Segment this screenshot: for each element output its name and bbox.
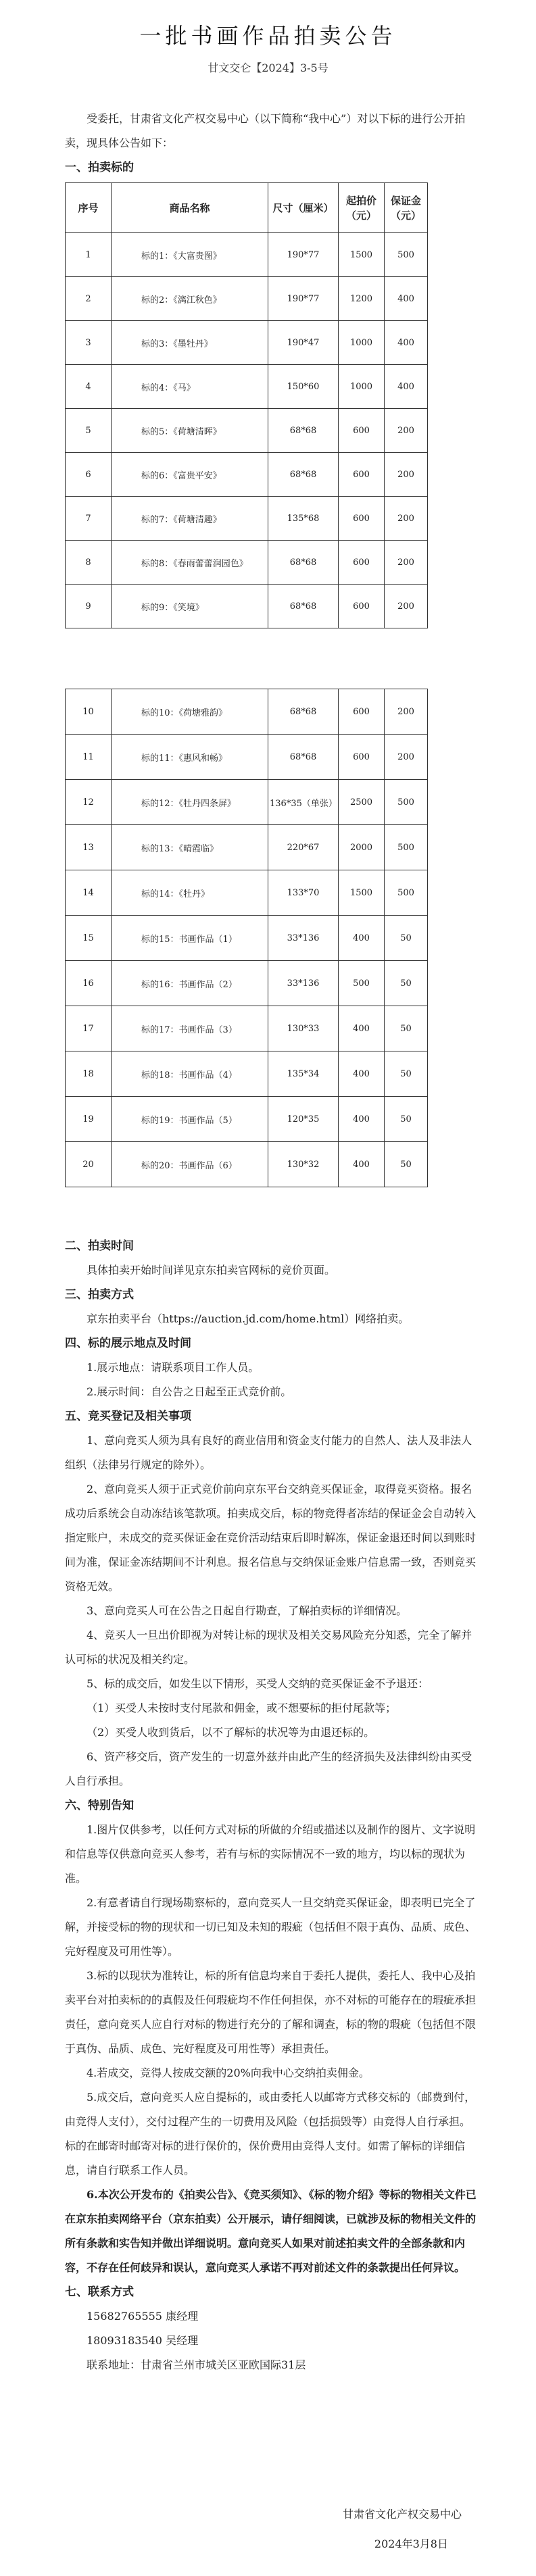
notice-item-1: 1.图片仅供参考，以任何方式对标的所做的介绍或描述以及制作的图片、文字说明和信息等仅供意向竞买人参考，若有与标的实际情况不一致的地方，均以标的现状为准。: [65, 1823, 476, 1885]
lot-number: 16: [66, 961, 112, 1006]
intro-text: 受委托，甘肃省文化产权交易中心（以下简称“我中心”）对以下标的进行公开拍卖，现具体公告如下：: [65, 112, 466, 149]
lot-size: 68*68: [268, 585, 339, 628]
lot-name: 标的1：《大富贵图》: [112, 233, 268, 277]
lots-table-part2: [65, 689, 428, 1187]
lot-size: 136*35（单张）: [268, 780, 339, 825]
lot-name: 标的2：《漓江秋色》: [112, 277, 268, 321]
lot-deposit: 200: [385, 735, 428, 780]
section-title-notice: 六、特别告知: [65, 1799, 134, 1812]
table-row: [66, 961, 428, 1006]
lot-size: 190*77: [268, 277, 339, 321]
header-start: 起拍价（元）: [339, 183, 385, 233]
lot-number: 19: [66, 1097, 112, 1142]
table-row: [66, 541, 428, 585]
section-title-lots: 一、拍卖标的: [65, 161, 134, 174]
header-deposit: 保证金（元）: [385, 183, 428, 233]
lot-start-price: 600: [339, 735, 385, 780]
lot-name: 标的14：《牡丹》: [112, 870, 268, 916]
lot-size: 190*47: [268, 321, 339, 365]
lot-name: 标的5：《荷塘清晖》: [112, 409, 268, 453]
notice-item-5: 5.成交后，意向竞买人应自提标的，或由委托人以邮寄方式移交标的（邮费到付，由竞得人支付），交付过程产生的一切费用及风险（包括损毁等）由竞得人自行承担。标的在邮寄时邮寄对标的进行保价的，保价费用由竞得人支付。如需了解标的详细信息，请自行联系工作人员。: [65, 2091, 476, 2177]
lot-size: 68*68: [268, 689, 339, 735]
table-row: [66, 365, 428, 409]
lot-deposit: 200: [385, 541, 428, 585]
lot-size: 220*67: [268, 825, 339, 870]
header-size: 尺寸（厘米）: [268, 183, 339, 233]
lot-number: 15: [66, 916, 112, 961]
notice-item-4: 4.若成交，竞得人按成交额的20%向我中心交纳拍卖佣金。: [87, 2066, 370, 2079]
lot-deposit: 50: [385, 1097, 428, 1142]
lot-number: 10: [66, 689, 112, 735]
lot-size: 120*35: [268, 1097, 339, 1142]
table-row: [66, 825, 428, 870]
time-text: 具体拍卖开始时间详见京东拍卖官网标的竞价页面。: [87, 1264, 336, 1277]
lot-start-price: 500: [339, 961, 385, 1006]
lots-table-part1: [65, 182, 428, 628]
lot-size: 68*68: [268, 541, 339, 585]
lot-deposit: 500: [385, 870, 428, 916]
lot-start-price: 600: [339, 541, 385, 585]
lot-start-price: 400: [339, 1051, 385, 1097]
table-row: [66, 453, 428, 497]
header-name: 商品名称: [112, 183, 268, 233]
lot-deposit: 200: [385, 497, 428, 541]
lot-start-price: 2000: [339, 825, 385, 870]
lot-name: 标的16：书画作品（2）: [112, 961, 268, 1006]
section-title-registration: 五、竞买登记及相关事项: [65, 1410, 191, 1423]
lot-start-price: 2500: [339, 780, 385, 825]
lot-deposit: 400: [385, 365, 428, 409]
table-row: [66, 585, 428, 628]
page-title: 一批书画作品拍卖公告: [139, 23, 397, 49]
document-number: 甘文交仑【2024】3-5号: [208, 61, 328, 74]
lot-start-price: 1500: [339, 233, 385, 277]
lot-start-price: 600: [339, 453, 385, 497]
notice-item-6: 6.本次公开发布的《拍卖公告》、《竞买须知》、《标的物介绍》等标的物相关文件已在京东拍卖网络平台（京东拍卖）公开展示，请仔细阅读，已就涉及标的物相关文件的所有条款和实告知并做出详细说明。意向竞买人如果对前述拍卖文件的全部条款和内容，不存在任何歧异和误认，意向竞买人承诺不再对前述文件的条款提出任何异议。: [65, 2188, 477, 2274]
header-no: 序号: [66, 183, 112, 233]
lot-number: 13: [66, 825, 112, 870]
registration-item-5a: （1）买受人未按时支付尾款和佣金，或不想要标的拒付尾款等；: [87, 1702, 397, 1714]
lot-number: 6: [66, 453, 112, 497]
lot-size: 68*68: [268, 735, 339, 780]
lot-start-price: 400: [339, 916, 385, 961]
lot-size: 68*68: [268, 453, 339, 497]
lot-start-price: 600: [339, 689, 385, 735]
notice-item-3: 3.标的以现状为准转让，标的所有信息均来自于委托人提供，委托人、我中心及拍卖平台对拍卖标的的真假及任何瑕疵均不作任何担保，亦不对标的可能存在的瑕疵承担责任，意向竞买人应自行对标的物进行充分的了解和调查，标的物的瑕疵（包括但不限于真伪、品质、成色、完好程度及可用性等）承担责任。: [65, 1969, 477, 2055]
table-row: [66, 870, 428, 916]
table-row: [66, 321, 428, 365]
lot-start-price: 1500: [339, 870, 385, 916]
registration-item-4: 4、竞买人一旦出价即视为对转让标的现状及相关交易风险充分知悉，完全了解并认可标的状况及相关约定。: [65, 1629, 472, 1666]
table-row: [66, 277, 428, 321]
lot-number: 8: [66, 541, 112, 585]
lot-deposit: 500: [385, 233, 428, 277]
lot-deposit: 500: [385, 780, 428, 825]
registration-item-1: 1、意向竞买人须为具有良好的商业信用和资金支付能力的自然人、法人及非法人组织（法律另行规定的除外）。: [65, 1434, 472, 1471]
lot-deposit: 400: [385, 321, 428, 365]
contact-phone-1: 15682765555 康经理: [87, 2310, 199, 2323]
lot-size: 68*68: [268, 409, 339, 453]
lot-name: 标的19：书画作品（5）: [112, 1097, 268, 1142]
lot-start-price: 400: [339, 1006, 385, 1051]
lot-name: 标的17：书画作品（3）: [112, 1006, 268, 1051]
lot-start-price: 400: [339, 1097, 385, 1142]
intro-paragraph: [65, 107, 470, 180]
table-row: [66, 1006, 428, 1051]
lot-name: 标的10：《荷塘雅韵》: [112, 689, 268, 735]
lot-number: 9: [66, 585, 112, 628]
table-header-row: [66, 183, 428, 233]
table-row: [66, 497, 428, 541]
notice-item-2: 2.有意者请自行现场勘察标的，意向竞买人一旦交纳竞买保证金，即表明已完全了解，并接受标的物的现状和一切已知及未知的瑕疵（包括但不限于真伪、品质、成色、完好程度及可用性等）。: [65, 1896, 477, 1958]
lot-size: 33*136: [268, 916, 339, 961]
lot-number: 11: [66, 735, 112, 780]
lot-name: 标的12：《牡丹四条屏》: [112, 780, 268, 825]
method-text: 京东拍卖平台（https://auction.jd.com/home.html）网络拍卖。: [87, 1312, 410, 1325]
lot-deposit: 200: [385, 453, 428, 497]
lot-deposit: 400: [385, 277, 428, 321]
lot-number: 1: [66, 233, 112, 277]
table-row: [66, 233, 428, 277]
lot-start-price: 600: [339, 585, 385, 628]
lot-deposit: 50: [385, 916, 428, 961]
lot-deposit: 50: [385, 961, 428, 1006]
registration-item-2: 2、意向竞买人须于正式竞价前向京东平台交纳竞买保证金，取得竞买资格。报名成功后系统会自动冻结该笔款项。拍卖成交后，标的物竞得者冻结的保证金会自动转入指定账户，未成交的竞买保证金在竞价活动结束后即时解冻，保证金退还时间以到账时间为准，保证金冻结期间不计利息。报名信息与交纳保证金账户信息需一致，否则竞买资格无效。: [65, 1483, 477, 1593]
contact-phone-2: 18093183540 吴经理: [87, 2334, 199, 2347]
lot-name: 标的9：《笑境》: [112, 585, 268, 628]
lot-size: 133*70: [268, 870, 339, 916]
lot-number: 7: [66, 497, 112, 541]
main-body: [65, 1234, 477, 2377]
lot-number: 3: [66, 321, 112, 365]
lot-name: 标的7：《荷塘清趣》: [112, 497, 268, 541]
table-row: [66, 689, 428, 735]
table-row: [66, 916, 428, 961]
lot-start-price: 1000: [339, 321, 385, 365]
section-title-time: 二、拍卖时间: [65, 1239, 134, 1253]
registration-item-6: 6、资产移交后，资产发生的一切意外兹并由此产生的经济损失及法律纠纷由买受人自行承担。: [65, 1750, 472, 1787]
table-row: [66, 735, 428, 780]
lot-size: 130*33: [268, 1006, 339, 1051]
lot-deposit: 50: [385, 1051, 428, 1097]
issuer-name: 甘肃省文化产权交易中心: [342, 2508, 462, 2521]
lot-size: 130*32: [268, 1142, 339, 1187]
lot-number: 18: [66, 1051, 112, 1097]
lot-size: 150*60: [268, 365, 339, 409]
lot-number: 20: [66, 1142, 112, 1187]
lot-number: 2: [66, 277, 112, 321]
lot-deposit: 50: [385, 1142, 428, 1187]
lot-deposit: 200: [385, 689, 428, 735]
issue-date: 2024年3月8日: [374, 2537, 448, 2550]
lot-name: 标的11：《惠风和畅》: [112, 735, 268, 780]
lot-name: 标的8：《春雨蕾蕾润园色》: [112, 541, 268, 585]
registration-item-5b: （2）买受人收到货后，以不了解标的状况等为由退还标的。: [87, 1726, 375, 1739]
table-row: [66, 409, 428, 453]
lot-start-price: 1000: [339, 365, 385, 409]
lot-size: 135*34: [268, 1051, 339, 1097]
lot-deposit: 200: [385, 409, 428, 453]
registration-item-3: 3、意向竞买人可在公告之日起自行勘查，了解拍卖标的详细情况。: [87, 1604, 408, 1617]
lot-name: 标的18：书画作品（4）: [112, 1051, 268, 1097]
lot-number: 12: [66, 780, 112, 825]
lot-number: 17: [66, 1006, 112, 1051]
contact-address: 联系地址：甘肃省兰州市城关区亚欧国际31层: [87, 2358, 306, 2371]
registration-item-5: 5、标的成交后，如发生以下情形，买受人交纳的竞买保证金不予退还：: [87, 1677, 429, 1690]
lot-start-price: 600: [339, 497, 385, 541]
section-title-display: 四、标的展示地点及时间: [65, 1337, 191, 1350]
lot-name: 标的13：《晴霞临》: [112, 825, 268, 870]
lot-deposit: 50: [385, 1006, 428, 1051]
lot-name: 标的4：《马》: [112, 365, 268, 409]
lot-start-price: 400: [339, 1142, 385, 1187]
lot-size: 190*77: [268, 233, 339, 277]
lot-number: 14: [66, 870, 112, 916]
table-row: [66, 1097, 428, 1142]
lot-number: 5: [66, 409, 112, 453]
table-row: [66, 1142, 428, 1187]
lot-size: 33*136: [268, 961, 339, 1006]
lot-name: 标的20：书画作品（6）: [112, 1142, 268, 1187]
table-row: [66, 1051, 428, 1097]
display-location: 1.展示地点：请联系项目工作人员。: [87, 1361, 260, 1374]
lot-name: 标的6：《富贵平安》: [112, 453, 268, 497]
lot-start-price: 600: [339, 409, 385, 453]
table-row: [66, 780, 428, 825]
section-title-method: 三、拍卖方式: [65, 1288, 134, 1302]
section-title-contact: 七、联系方式: [65, 2285, 134, 2299]
lot-name: 标的15：书画作品（1）: [112, 916, 268, 961]
display-time: 2.展示时间：自公告之日起至正式竞价前。: [87, 1385, 292, 1398]
lot-number: 4: [66, 365, 112, 409]
lot-size: 135*68: [268, 497, 339, 541]
lot-name: 标的3：《墨牡丹》: [112, 321, 268, 365]
lot-deposit: 200: [385, 585, 428, 628]
lot-start-price: 1200: [339, 277, 385, 321]
lot-deposit: 500: [385, 825, 428, 870]
